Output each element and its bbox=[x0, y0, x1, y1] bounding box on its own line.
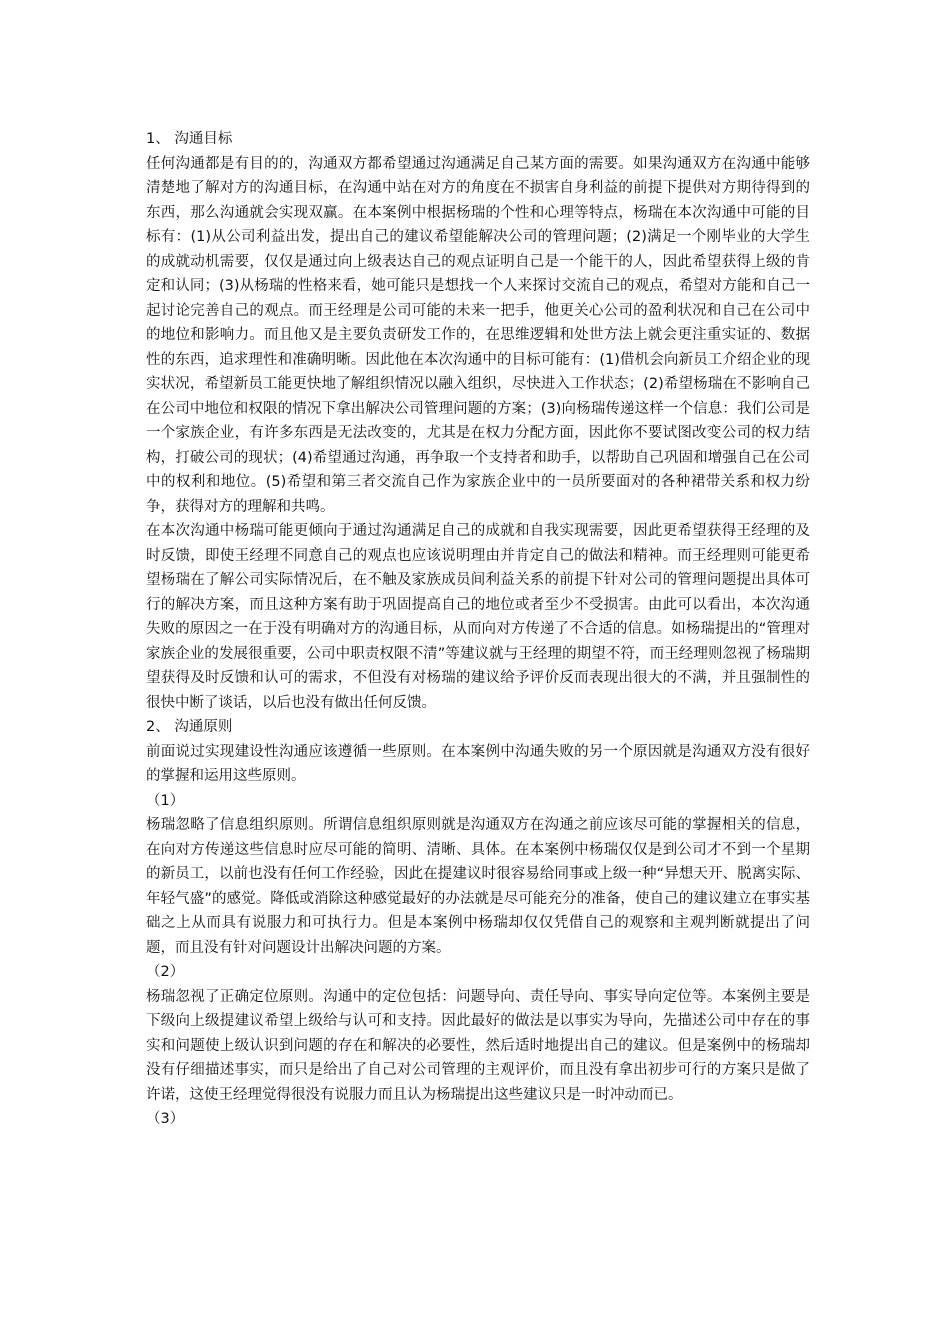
paragraph-goals-1: 任何沟通都是有目的的，沟通双方都希望通过沟通满足自己某方面的需要。如果沟通双方在沟通中能够清楚地了解对方的沟通目标，在沟通中站在对方的角度在不损害自身利益的前提下提供对方期待得到的东西，那么沟通就会实现双赢。在本案例中根据杨瑞的个性和心理等特点，杨瑞在本次沟通中可能的目标有：(1)从公司利益出发，提出自己的建议希望能解决公司的管理问题；(2)满足一个刚毕业的大学生的成就动机需要，仅仅是通过向上级表达自己的观点证明自己是一个能干的人，因此希望获得上级的肯定和认同；(3)从杨瑞的性格来看，她可能只是想找一个人来探讨交流自己的观点，希望对方能和自己一起讨论完善自己的观点。而王经理是公司可能的未来一把手，他更关心公司的盈利状况和自己在公司中的地位和影响力。而且他又是主要负责研发工作的，在思维逻辑和处世方法上就会更注重实证的、数据性的东西，追求理性和准确明晰。因此他在本次沟通中的目标可能有：(1)借机会向新员工介绍企业的现实状况，希望新员工能更快地了解组织情况以融入组织，尽快进入工作状态；(2)希望杨瑞在不影响自己在公司中地位和权限的情况下拿出解决公司管理问题的方案；(3)向杨瑞传递这样一个信息：我们公司是一个家族企业，有许多东西是无法改变的，尤其是在权力分配方面，因此你不要试图改变公司的权力结构，打破公司的现状；(4)希望通过沟通，再争取一个支持者和助手，以帮助自己巩固和增强自己在公司中的权利和地位。(5)希望和第三者交流自己作为家族企业中的一员所要面对的各种裙带关系和权力纷争，获得对方的理解和共鸣。 bbox=[146, 155, 810, 515]
item-marker-2: （2） bbox=[146, 964, 185, 980]
paragraph-item-2: 杨瑞忽视了正确定位原则。沟通中的定位包括：问题导向、责任导向、事实导向定位等。本案例主要是下级向上级提建议希望上级给与认可和支持。因此最好的做法是以事实为导向，先描述公司中存在的事实和问题使上级认识到问题的存在和解决的必要性，然后适时地提出自己的建议。但是案例中的杨瑞却没有仔细描述事实，而只是给出了自己对公司管理的主观评价，而且没有拿出初步可行的方案只是做了许诺，这使王经理觉得很没有说服力而且认为杨瑞提出这些建议只是一时冲动而已。 bbox=[146, 988, 810, 1103]
item-marker-1: （1） bbox=[146, 792, 185, 809]
paragraph-principles-intro: 前面说过实现建设性沟通应该遵循一些原则。在本案例中沟通失败的另一个原因就是沟通双方没有很好的掌握和运用这些原则。 bbox=[146, 743, 810, 784]
paragraph-item-1: 杨瑞忽略了信息组织原则。所谓信息组织原则就是沟通双方在沟通之前应该尽可能的掌握相关的信息，在向对方传递这些信息时应尽可能的简明、清晰、具体。在本案例中杨瑞仅仅是到公司才不到一个星期的新员工，以前也没有任何工作经验，因此在提建议时很容易给同事或上级一种“异想天开、脱离实际、年轻气盛”的感觉。降低或消除这种感觉最好的办法就是尽可能充分的准备，使自己的建议建立在事实基础之上从而具有说服力和可执行力。但是本案例中杨瑞却仅仅凭借自己的观察和主观判断就提出了问题，而且没有针对问题设计出解决问题的方案。 bbox=[146, 817, 810, 956]
section-heading-goals: 1、 沟通目标 bbox=[146, 131, 233, 147]
section-heading-principles: 2、 沟通原则 bbox=[146, 719, 233, 735]
document-page bbox=[146, 127, 810, 1132]
paragraph-goals-2: 在本次沟通中杨瑞可能更倾向于通过沟通满足自己的成就和自我实现需要，因此更希望获得王经理的及时反馈，即使王经理不同意自己的观点也应该说明理由并肯定自己的做法和精神。而王经理则可能更希望杨瑞在了解公司实际情况后，在不触及家族成员间利益关系的前提下针对公司的管理问题提出具体可行的解决方案，而且这种方案有助于巩固提高自己的地位或者至少不受损害。由此可以看出，本次沟通失败的原因之一在于没有明确对方的沟通目标，从而向对方传递了不合适的信息。如杨瑞提出的“管理对家族企业的发展很重要，公司中职责权限不清”等建议就与王经理的期望不符，而王经理则忽视了杨瑞期望获得及时反馈和认可的需求，不但没有对杨瑞的建议给予评价反而表现出很大的不满，并且强制性的很快中断了谈话，以后也没有做出任何反馈。 bbox=[146, 523, 810, 711]
item-marker-3: （3） bbox=[146, 1111, 185, 1127]
